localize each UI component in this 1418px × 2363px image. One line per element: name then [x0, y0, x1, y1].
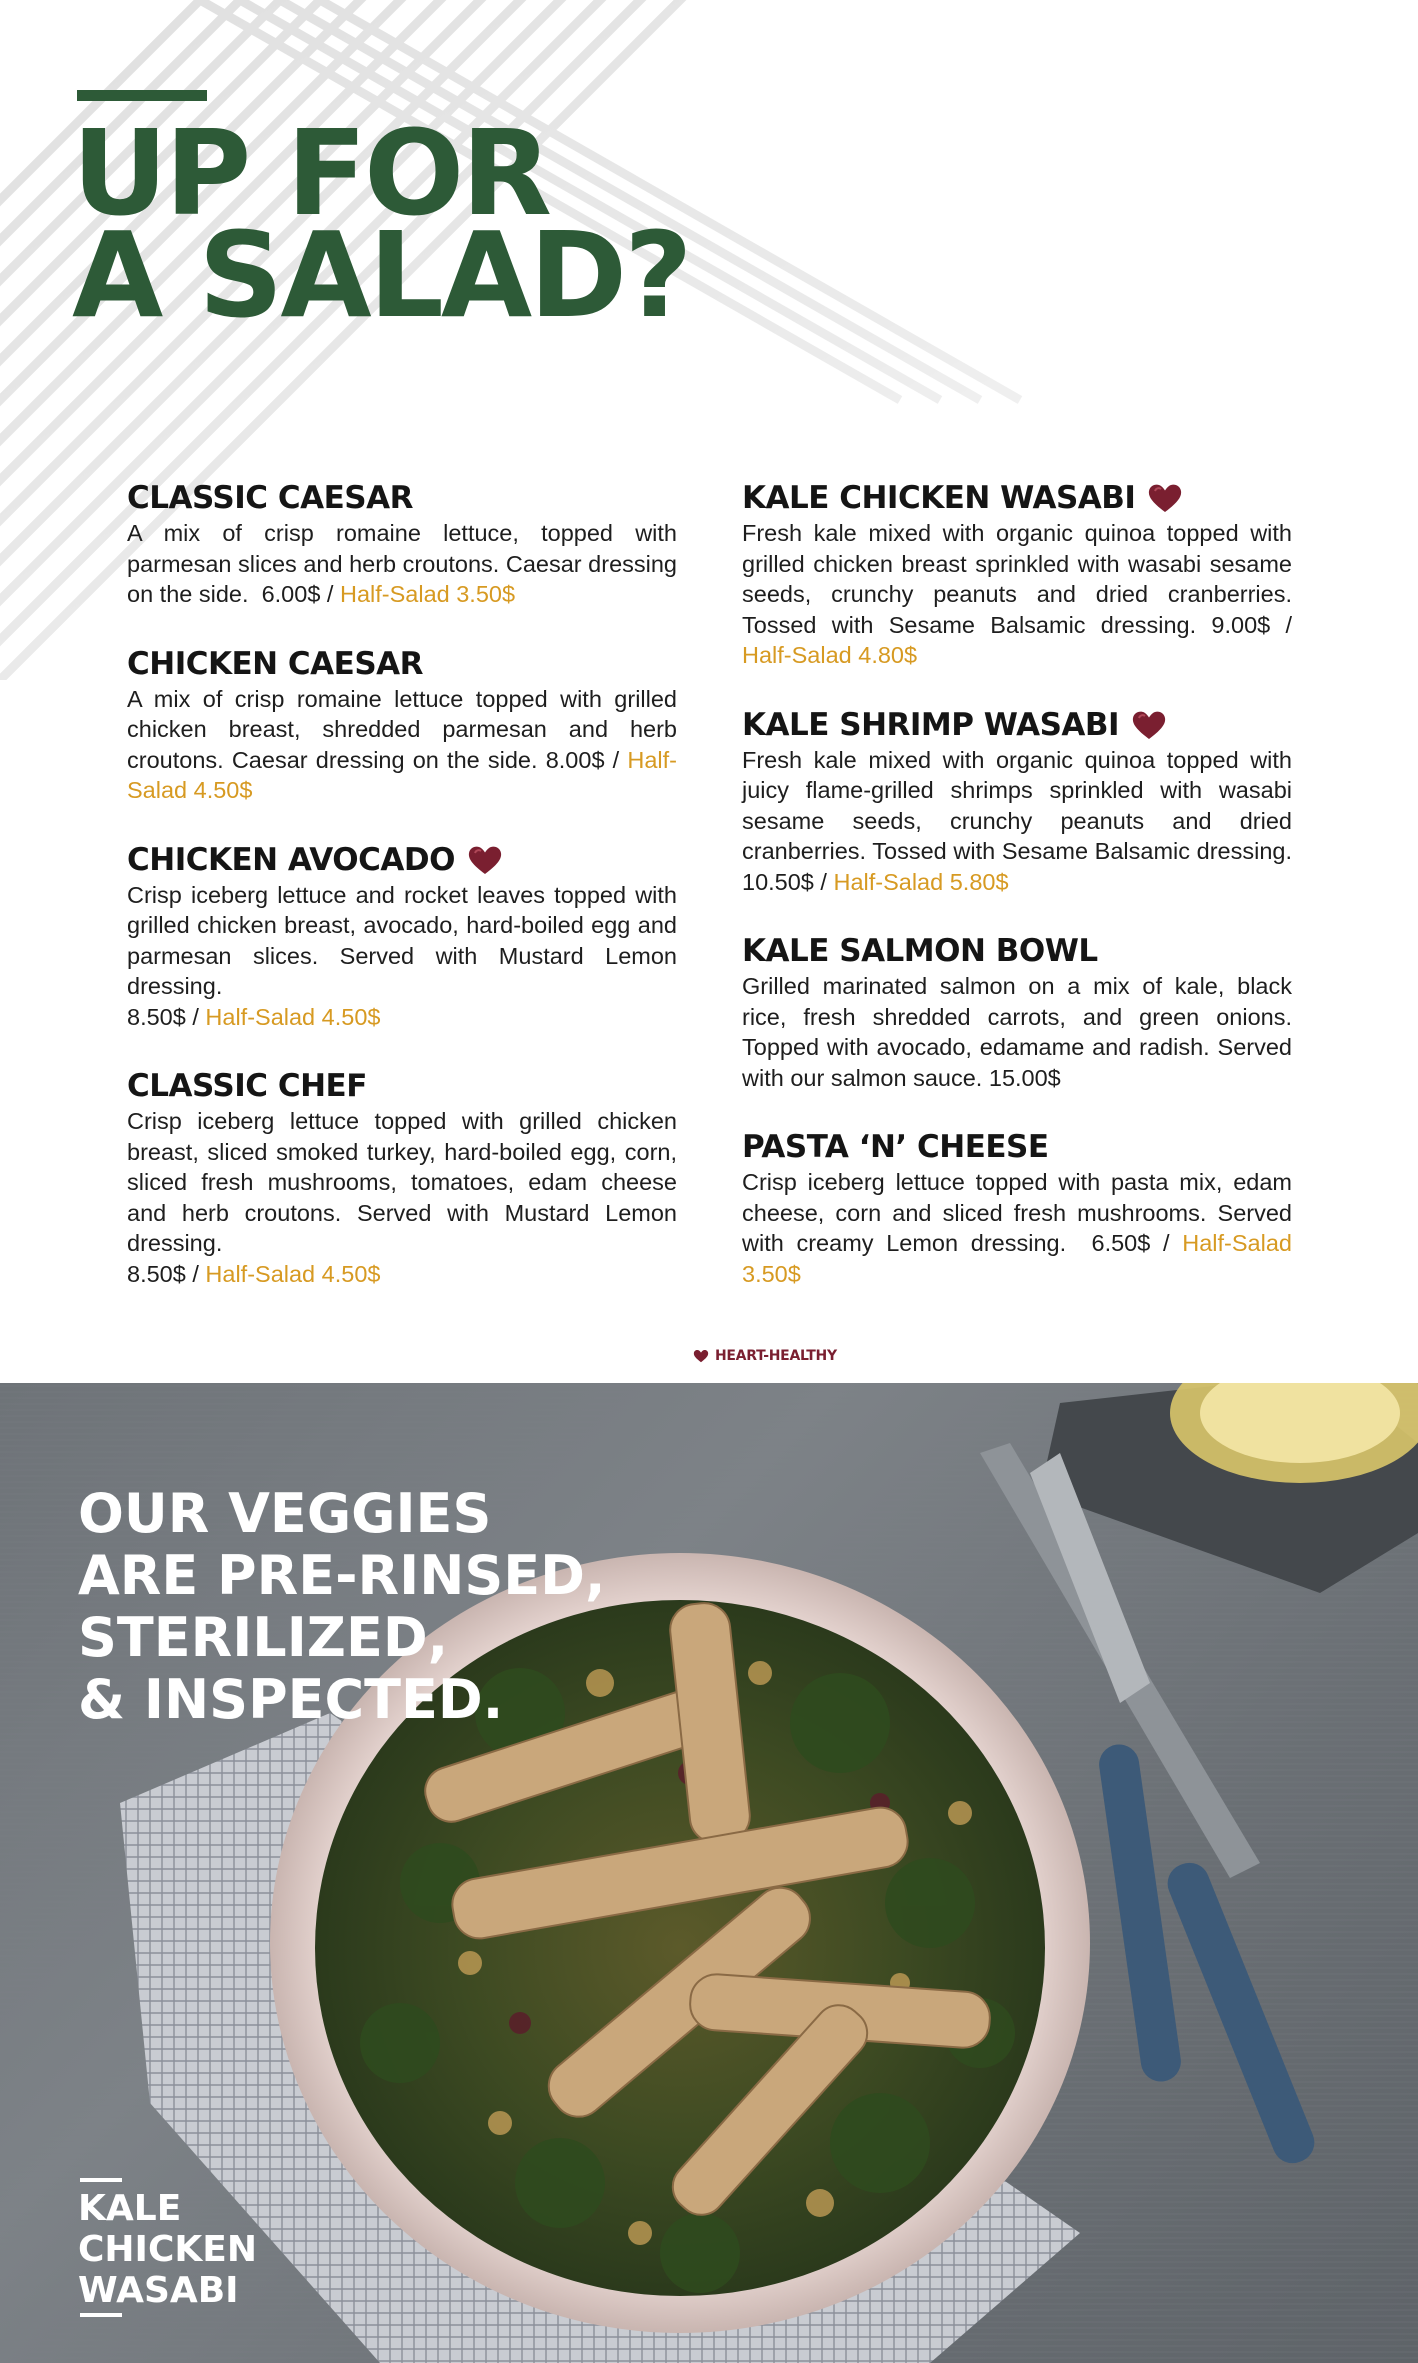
- menu-item-name: CLASSIC CAESAR: [127, 480, 413, 516]
- menu-item-price: 9.00$ /: [1211, 611, 1293, 638]
- menu-item-price: 8.50$ /: [127, 1003, 199, 1030]
- menu-item-price: 10.50$ /: [742, 868, 827, 895]
- heart-icon: [693, 1349, 709, 1363]
- caption-line-1: KALE: [78, 2188, 182, 2229]
- menu-item: [742, 931, 1292, 1093]
- menu-column-left: [127, 478, 677, 1323]
- menu-item-description: Fresh kale mixed with organic quinoa topped with juicy flame-grilled shrimps sprinkled with wasabi sesame seeds, crunchy peanuts and dried cranberries. Tossed with Sesame Balsamic dressing. 10.50$ / Half-Salad 5.80$: [742, 746, 1292, 895]
- menu-item-half-price: Half-Salad 4.50$: [127, 746, 678, 803]
- photo-caption: [78, 2188, 257, 2311]
- salad-photo: [0, 1383, 1418, 2363]
- menu-item-name: KALE SHRIMP WASABI: [742, 705, 1292, 745]
- page-title: [72, 104, 690, 344]
- menu-item-half-price: Half-Salad 4.50$: [205, 1260, 381, 1287]
- menu-item-description: Fresh kale mixed with organic quinoa topped with grilled chicken breast sprinkled with wasabi sesame seeds, crunchy peanuts and dried cranberries. Tossed with Sesame Balsamic dressing. 9.00$ / Half-Salad 4.80$: [742, 520, 1293, 668]
- menu-item-description: Crisp iceberg lettuce topped with pasta mix, edam cheese, corn and sliced fresh mushrooms. Served with creamy Lemon dressing. 6.50$ / Half-Salad 3.50$: [742, 1169, 1292, 1287]
- menu-item-price: 15.00$: [988, 1064, 1061, 1091]
- menu-item: [127, 1066, 677, 1289]
- menu-item-name: CHICKEN CAESAR: [127, 645, 424, 682]
- heart-icon: [467, 845, 503, 875]
- menu-item-half-price: Half-Salad 5.80$: [833, 868, 1009, 895]
- menu-item-name: KALE SALMON BOWL: [742, 933, 1098, 969]
- menu-item-description: Crisp iceberg lettuce and rocket leaves topped with grilled chicken breast, avocado, hard-boiled egg and parmesan slices. Served with Mustard Lemon dressing. 8.50$ / Half-Salad 4.50$: [127, 881, 677, 1030]
- headline-line-4: & INSPECTED.: [78, 1668, 504, 1731]
- menu-item-description: Grilled marinated salmon on a mix of kale, black rice, fresh shredded carrots, and green onions. Topped with avocado, edamame and radish. Served with our salmon sauce. 15.00$: [742, 973, 1292, 1091]
- caption-accent-bar-bottom: [80, 2313, 122, 2317]
- title-line-1: UP FOR: [72, 104, 550, 242]
- headline-line-2: ARE PRE-RINSED,: [78, 1544, 606, 1607]
- headline-line-3: STERILIZED,: [78, 1606, 449, 1669]
- menu-item: [742, 1127, 1292, 1289]
- heart-icon: [1131, 710, 1167, 740]
- menu-item-price: 8.00$ /: [545, 746, 620, 773]
- menu-item: [742, 478, 1292, 671]
- caption-accent-bar-top: [80, 2178, 122, 2182]
- menu-item: [742, 705, 1292, 898]
- menu-item-price: 8.50$ /: [127, 1260, 199, 1287]
- menu-item-half-price: Half-Salad 3.50$: [339, 581, 516, 607]
- headline-line-1: OUR VEGGIES: [78, 1482, 492, 1545]
- menu-item-name: PASTA ‘N’ CHEESE: [742, 1129, 1049, 1165]
- menu-item-description: Crisp iceberg lettuce topped with grilled chicken breast, sliced smoked turkey, hard-boiled egg, corn, sliced fresh mushrooms, tomatoes, edam cheese and herb croutons. Served with Mustard Lemon dressing. 8.50$ / Half-Salad 4.50$: [127, 1108, 677, 1287]
- menu-item: [127, 840, 677, 1033]
- menu-item-price: 6.50$ /: [1091, 1230, 1170, 1256]
- menu-item-half-price: Half-Salad 3.50$: [742, 1230, 1292, 1287]
- menu-item: [127, 644, 677, 806]
- menu-item-description: A mix of crisp romaine lettuce, topped with parmesan slices and herb croutons. Caesar dressing on the side. 6.00$ / Half-Salad 3.50$: [127, 520, 677, 607]
- menu-item-price: 6.00$ /: [261, 581, 334, 607]
- heart-healthy-legend: [693, 1348, 837, 1364]
- menu-item: [127, 478, 677, 610]
- title-accent-bar: [77, 90, 207, 101]
- caption-line-2: CHICKEN: [78, 2229, 257, 2270]
- title-line-2: A SALAD?: [72, 206, 690, 344]
- heart-icon: [1147, 483, 1183, 513]
- menu-column-right: [742, 478, 1292, 1323]
- menu-item-half-price: Half-Salad 4.80$: [742, 642, 918, 668]
- legend-label: HEART-HEALTHY: [715, 1348, 837, 1364]
- photo-headline: [78, 1483, 606, 1731]
- menu-item-half-price: Half-Salad 4.50$: [205, 1003, 381, 1030]
- menu-item-name: CHICKEN AVOCADO: [127, 840, 677, 880]
- menu-item-name: KALE CHICKEN WASABI: [742, 478, 1292, 518]
- menu-item-description: A mix of crisp romaine lettuce topped with grilled chicken breast, shredded parmesan and herb croutons. Caesar dressing on the side. 8.00$ / Half-Salad 4.50$: [127, 685, 678, 803]
- menu-item-name: CLASSIC CHEF: [127, 1068, 367, 1104]
- caption-line-3: WASABI: [78, 2270, 239, 2311]
